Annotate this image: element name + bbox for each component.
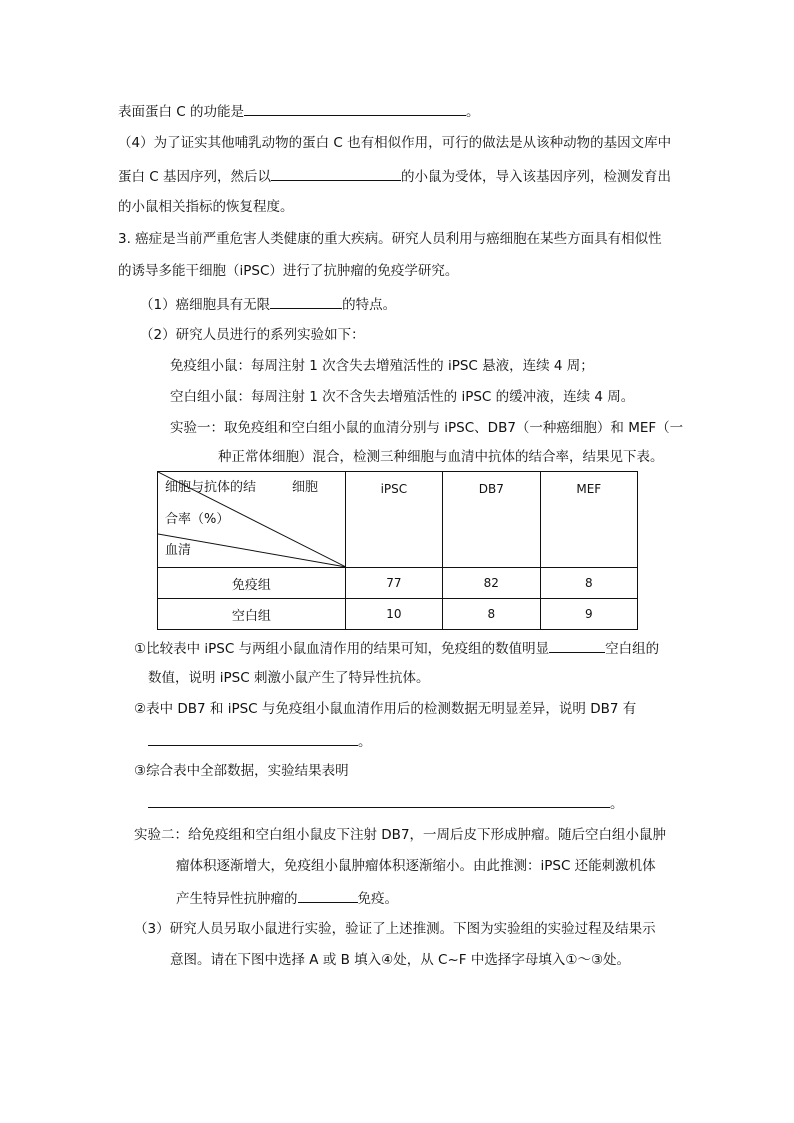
corner-label-top: 细胞与抗体的结: [165, 480, 257, 495]
blank-group-desc: 空白组小鼠：每周注射 1 次不含失去增殖活性的 iPSC 的缓冲液，连续 4 周。: [170, 389, 635, 405]
cell-immune-ipsc: 77: [345, 568, 442, 599]
table-row: [158, 599, 638, 630]
q3-intro-line1: 3. 癌症是当前严重危害人类健康的重大疾病。研究人员利用与癌细胞在某些方面具有相似性: [118, 231, 662, 247]
cell-blank-db7: 8: [443, 599, 540, 630]
q2-function-end: 。: [466, 104, 480, 120]
immune-group-desc: 免疫组小鼠：每周注射 1 次含失去增殖活性的 iPSC 悬液，连续 4 周；: [170, 358, 594, 374]
q3-part1-b: 的特点。: [342, 297, 397, 313]
q3-part2: （2）研究人员进行的系列实验如下：: [140, 327, 365, 343]
row-label-immune: 免疫组: [158, 568, 346, 599]
q2-4-line2-a: 蛋白 C 基因序列，然后以: [118, 169, 272, 185]
subq3-line2: [148, 792, 624, 814]
q2-4-line2: [118, 165, 671, 187]
experiment2-line3-b: 免疫。: [357, 891, 398, 907]
row-label-blank: 空白组: [158, 599, 346, 630]
q3-intro-line2: 的诱导多能干细胞（iPSC）进行了抗肿瘤的免疫学研究。: [118, 263, 459, 279]
column-header-db7: DB7: [443, 472, 540, 568]
answer-blank-conclusion[interactable]: [148, 792, 610, 808]
subq2-end: 。: [358, 734, 372, 750]
answer-blank-immunity[interactable]: [298, 887, 358, 903]
subq1-b: 空白组的: [605, 641, 660, 657]
subq2-line2: [148, 730, 372, 752]
answer-blank-proliferation[interactable]: [270, 293, 342, 309]
experiment2-line2: 瘤体积逐渐增大，免疫组小鼠肿瘤体积逐渐缩小。由此推测：iPSC 还能刺激机体: [176, 858, 656, 874]
subq2-line1: ②表中 DB7 和 iPSC 与免疫组小鼠血清作用后的检测数据无明显差异，说明 DB7 有: [134, 701, 637, 717]
column-header-ipsc: iPSC: [345, 472, 442, 568]
table-row: [158, 568, 638, 599]
q2-function-prefix: 表面蛋白 C 的功能是: [118, 104, 245, 120]
cell-blank-ipsc: 10: [345, 599, 442, 630]
subq1-line2: 数值，说明 iPSC 刺激小鼠产生了特异性抗体。: [148, 670, 430, 686]
binding-rate-table: [157, 471, 638, 630]
subq1-line1: [134, 637, 659, 659]
corner-label-serum: 血清: [165, 543, 192, 558]
cell-immune-mef: 8: [540, 568, 637, 599]
subq3-line1: ③综合表中全部数据，实验结果表明: [134, 763, 349, 779]
q2-4-line1: （4）为了证实其他哺乳动物的蛋白 C 也有相似作用，可行的做法是从该种动物的基因文库中: [118, 135, 672, 151]
subq1-a: ①比较表中 iPSC 与两组小鼠血清作用的结果可知，免疫组的数值明显: [134, 641, 550, 657]
answer-blank-comparison[interactable]: [549, 637, 605, 653]
experiment2-line3: [176, 887, 398, 909]
table-corner-cell: [158, 472, 346, 568]
answer-blank-db7[interactable]: [148, 730, 358, 746]
experiment2-line3-a: 产生特异性抗肿瘤的: [176, 891, 298, 907]
experiment1-line2: 种正常体细胞）混合，检测三种细胞与血清中抗体的结合率，结果见下表。: [218, 449, 664, 465]
cell-blank-mef: 9: [540, 599, 637, 630]
cell-immune-db7: 82: [443, 568, 540, 599]
corner-label-mid: 合率（%）: [165, 512, 230, 527]
experiment2-line1: 实验二：给免疫组和空白组小鼠皮下注射 DB7，一周后皮下形成肿瘤。随后空白组小鼠肿: [134, 827, 667, 843]
q2-4-line3: 的小鼠相关指标的恢复程度。: [118, 199, 294, 215]
q3-part1: [140, 293, 396, 315]
table-header-row: [158, 472, 638, 568]
experiment1-line1: 实验一：取免疫组和空白组小鼠的血清分别与 iPSC、DB7（一种癌细胞）和 MEF（一: [170, 420, 684, 436]
q3-part1-a: （1）癌细胞具有无限: [140, 297, 271, 313]
answer-blank-receptor-mouse[interactable]: [271, 165, 401, 181]
q2-function-line: [118, 100, 480, 122]
q2-4-line2-b: 的小鼠为受体，导入该基因序列，检测发育出: [401, 169, 672, 185]
answer-blank-protein-function[interactable]: [244, 100, 466, 116]
corner-label-cell: 细胞: [292, 480, 319, 495]
column-header-mef: MEF: [540, 472, 637, 568]
q3-part3-line2: 意图。请在下图中选择 A 或 B 填入④处，从 C~F 中选择字母填入①～③处。: [170, 952, 631, 968]
subq3-end: 。: [610, 796, 624, 812]
q3-part3-line1: （3）研究人员另取小鼠进行实验，验证了上述推测。下图为实验组的实验过程及结果示: [134, 921, 656, 937]
